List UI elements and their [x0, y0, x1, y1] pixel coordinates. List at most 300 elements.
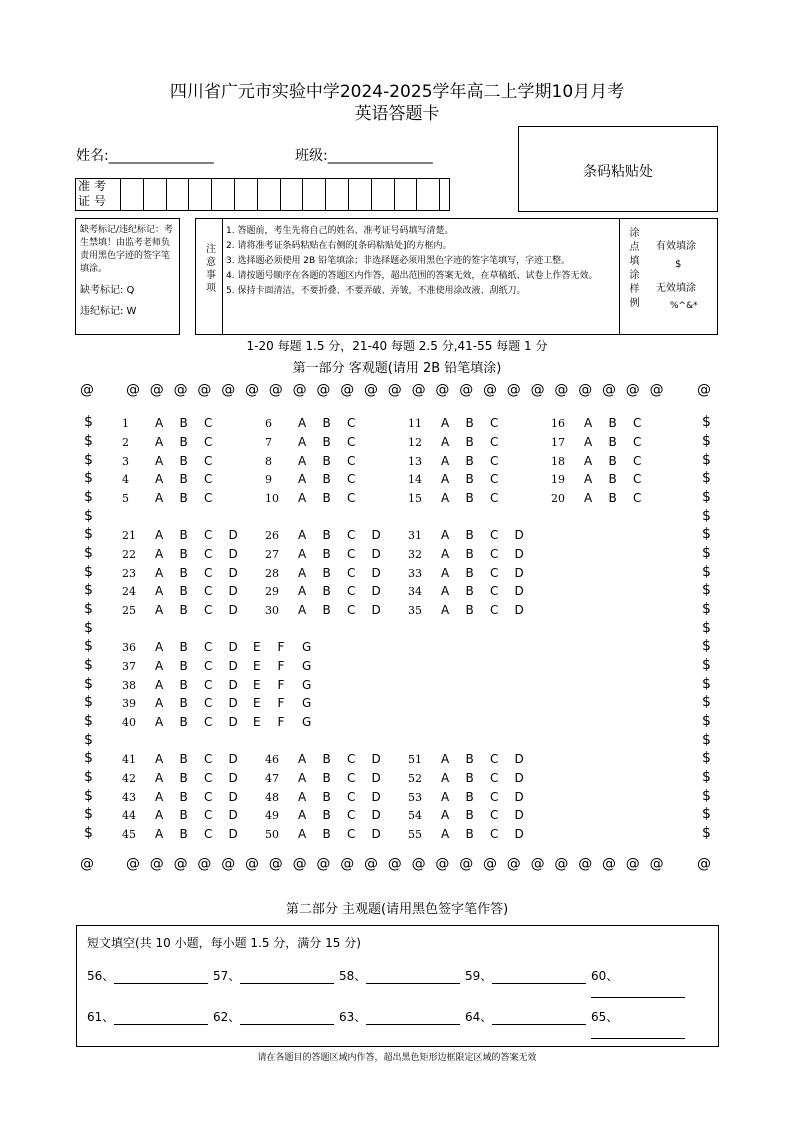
answer-option[interactable]: C [347, 434, 356, 449]
answer-option[interactable]: C [347, 528, 356, 542]
answer-option[interactable]: A [298, 603, 307, 618]
answer-option[interactable]: C [204, 808, 213, 823]
answer-option[interactable]: B [465, 546, 474, 561]
answer-option[interactable]: A [584, 453, 593, 468]
valid-fill-mark: $ [675, 259, 682, 270]
exam-number-cell[interactable] [394, 179, 418, 211]
answer-option[interactable]: B [465, 603, 474, 618]
answer-option[interactable]: D [514, 528, 524, 542]
exam-number-cell[interactable] [371, 179, 395, 211]
right-timing-mark: $ [702, 656, 711, 673]
answer-option[interactable]: D [228, 546, 238, 561]
answer-option[interactable]: B [608, 472, 617, 487]
answer-option[interactable]: B [179, 715, 188, 730]
answer-option[interactable]: F [277, 640, 285, 654]
answer-option[interactable]: C [490, 491, 499, 506]
answer-option[interactable]: E [253, 696, 261, 711]
answer-option[interactable]: B [465, 453, 474, 468]
class-field[interactable]: 班级:_______________ [295, 148, 433, 164]
blank-answer-line[interactable] [492, 1012, 586, 1025]
left-timing-mark: $ [84, 508, 93, 524]
question-number: 13 [408, 454, 422, 468]
answer-option[interactable]: B [322, 453, 331, 468]
answer-option[interactable]: B [465, 808, 474, 823]
answer-option[interactable]: B [179, 696, 188, 711]
top-timing-mark: @ [197, 382, 212, 398]
answer-option[interactable]: B [465, 827, 474, 842]
answer-option[interactable]: A [441, 491, 450, 506]
answer-option[interactable]: A [155, 546, 164, 561]
answer-option[interactable]: B [179, 827, 188, 842]
bottom-timing-mark: @ [411, 856, 426, 872]
answer-option[interactable]: D [371, 565, 381, 580]
answer-option[interactable]: A [298, 789, 307, 804]
answer-option[interactable]: C [347, 603, 356, 618]
answer-option[interactable]: B [608, 434, 617, 449]
left-timing-mark: $ [84, 544, 93, 561]
answer-option[interactable]: C [633, 416, 642, 430]
blank-answer-line[interactable] [591, 1026, 685, 1039]
answer-option[interactable]: B [322, 416, 331, 430]
answer-option[interactable]: C [204, 434, 213, 449]
question-number: 35 [408, 604, 422, 618]
left-timing-mark: $ [84, 787, 93, 804]
answer-option[interactable]: G [302, 677, 312, 692]
top-timing-mark: @ [316, 382, 331, 398]
answer-option[interactable]: C [490, 827, 499, 842]
answer-option[interactable]: C [490, 416, 499, 430]
note-item: 4. 请按题号顺序在各题的答题区内作答，超出范围的答案无效，在草稿纸、试卷上作答无效。 [226, 271, 598, 281]
blank-answer-line[interactable] [366, 1012, 460, 1025]
answer-option[interactable]: D [228, 789, 238, 804]
answer-option[interactable]: C [490, 752, 499, 766]
answer-option[interactable]: B [465, 770, 474, 785]
answer-option[interactable]: C [347, 472, 356, 487]
answer-option[interactable]: A [298, 565, 307, 580]
answer-option[interactable]: A [298, 416, 307, 430]
exam-number-cell[interactable] [120, 179, 144, 211]
answer-option[interactable]: A [155, 453, 164, 468]
top-timing-mark: @ [554, 382, 569, 398]
answer-option[interactable]: B [179, 453, 188, 468]
answer-option[interactable]: A [155, 565, 164, 580]
answer-option[interactable]: C [204, 603, 213, 618]
answer-option[interactable]: C [490, 546, 499, 561]
blank-answer-line[interactable] [240, 971, 334, 984]
answer-option[interactable]: B [179, 416, 188, 430]
answer-option[interactable]: A [298, 827, 307, 842]
answer-option[interactable]: B [179, 546, 188, 561]
blank-answer-line[interactable] [114, 1012, 208, 1025]
answer-option[interactable]: A [441, 472, 450, 487]
answer-option[interactable]: A [155, 752, 164, 766]
left-timing-mark: $ [84, 470, 93, 487]
answer-option[interactable]: D [371, 546, 381, 561]
answer-option[interactable]: A [155, 715, 164, 730]
left-timing-mark: $ [84, 432, 93, 449]
answer-option[interactable]: A [155, 696, 164, 711]
answer-option[interactable]: C [204, 528, 213, 542]
answer-option[interactable]: B [179, 658, 188, 673]
answer-option[interactable]: D [228, 640, 238, 654]
answer-option[interactable]: B [179, 603, 188, 618]
question-number: 15 [408, 492, 422, 506]
answer-option[interactable]: C [490, 603, 499, 618]
answer-option[interactable]: D [228, 808, 238, 823]
answer-option[interactable]: D [371, 528, 381, 542]
answer-option[interactable]: E [253, 640, 261, 654]
answer-option[interactable]: A [155, 434, 164, 449]
exam-number-grid[interactable] [75, 178, 450, 211]
answer-option[interactable]: C [633, 434, 642, 449]
answer-option[interactable]: B [322, 584, 331, 599]
answer-option[interactable]: B [465, 416, 474, 430]
blank-item [87, 1008, 208, 1025]
answer-option[interactable]: F [277, 677, 285, 692]
top-timing-mark: @ [506, 382, 521, 398]
right-timing-mark: $ [702, 414, 711, 430]
answer-option[interactable]: A [441, 434, 450, 449]
answer-option[interactable]: B [322, 770, 331, 785]
answer-option[interactable]: A [584, 416, 593, 430]
answer-option[interactable]: D [514, 565, 524, 580]
answer-option[interactable]: A [298, 453, 307, 468]
answer-option[interactable]: A [298, 584, 307, 599]
exam-number-cell[interactable] [325, 179, 349, 211]
answer-option[interactable]: B [179, 677, 188, 692]
answer-option[interactable]: A [441, 789, 450, 804]
answer-option[interactable]: B [465, 472, 474, 487]
answer-option[interactable]: C [204, 640, 213, 654]
answer-option[interactable]: B [179, 808, 188, 823]
exam-number-cell[interactable] [439, 179, 463, 211]
answer-option[interactable]: A [441, 770, 450, 785]
answer-option[interactable]: B [465, 789, 474, 804]
answer-option[interactable]: A [155, 640, 164, 654]
answer-option[interactable]: B [322, 434, 331, 449]
answer-option[interactable]: A [441, 453, 450, 468]
blank-answer-line[interactable] [240, 1012, 334, 1025]
answer-option[interactable]: B [322, 808, 331, 823]
answer-option[interactable]: D [228, 677, 238, 692]
blank-number: 57、 [213, 969, 241, 983]
left-timing-mark: $ [84, 526, 93, 542]
exam-number-cell[interactable] [416, 179, 440, 211]
answer-option[interactable]: C [204, 789, 213, 804]
answer-option[interactable]: D [228, 658, 238, 673]
bottom-timing-mark: @ [268, 856, 283, 872]
answer-option[interactable]: C [204, 453, 213, 468]
absent-mark-box [75, 218, 180, 335]
answer-option[interactable]: B [465, 434, 474, 449]
left-timing-mark: $ [84, 675, 93, 692]
question-number: 42 [122, 771, 136, 785]
answer-option[interactable]: B [608, 416, 617, 430]
answer-option[interactable]: G [302, 640, 312, 654]
page-title-line1: 四川省广元市实验中学2024-2025学年高二上学期10月月考 [169, 82, 625, 102]
answer-option[interactable]: A [298, 434, 307, 449]
answer-option[interactable]: D [228, 528, 238, 542]
question-number: 47 [265, 771, 279, 785]
answer-option[interactable]: A [584, 434, 593, 449]
answer-option[interactable]: C [347, 584, 356, 599]
answer-option[interactable]: A [155, 677, 164, 692]
exam-number-cell[interactable] [280, 179, 304, 211]
answer-option[interactable]: A [441, 565, 450, 580]
answer-option[interactable]: C [490, 528, 499, 542]
bottom-timing-mark: @ [649, 856, 664, 872]
top-timing-mark: @ [649, 382, 664, 398]
fill-blank-box [76, 925, 719, 1047]
answer-option[interactable]: A [155, 808, 164, 823]
left-timing-mark: $ [84, 582, 93, 599]
answer-option[interactable]: B [465, 584, 474, 599]
answer-option[interactable]: C [204, 770, 213, 785]
answer-option[interactable]: D [514, 808, 524, 823]
answer-option[interactable]: B [322, 528, 331, 542]
name-field[interactable]: 姓名:_______________ [76, 148, 214, 164]
exam-number-cell[interactable] [143, 179, 167, 211]
answer-option[interactable]: B [465, 565, 474, 580]
answer-option[interactable]: B [179, 770, 188, 785]
answer-option[interactable]: C [204, 491, 213, 506]
answer-option[interactable]: D [514, 789, 524, 804]
answer-option[interactable]: A [441, 584, 450, 599]
answer-option[interactable]: C [633, 472, 642, 487]
bottom-timing-mark: @ [578, 856, 593, 872]
answer-option[interactable]: D [514, 603, 524, 618]
blank-answer-line[interactable] [492, 971, 586, 984]
answer-option[interactable]: C [490, 453, 499, 468]
answer-option[interactable]: G [302, 715, 312, 730]
exam-number-cell[interactable] [348, 179, 372, 211]
bottom-timing-mark: @ [602, 856, 616, 872]
answer-option[interactable]: C [633, 453, 642, 468]
answer-option[interactable]: B [322, 752, 331, 766]
answer-option[interactable]: A [298, 528, 307, 542]
question-number: 16 [551, 417, 565, 430]
answer-option[interactable]: B [179, 640, 188, 654]
answer-option[interactable]: A [441, 808, 450, 823]
answer-option[interactable]: D [228, 770, 238, 785]
answer-option[interactable]: C [490, 789, 499, 804]
exam-number-cell[interactable] [188, 179, 212, 211]
answer-option[interactable]: C [633, 491, 642, 506]
answer-option[interactable]: A [155, 789, 164, 804]
answer-option[interactable]: B [179, 528, 188, 542]
answer-option[interactable]: B [322, 603, 331, 618]
answer-option[interactable]: D [371, 752, 381, 766]
answer-option[interactable]: C [204, 472, 213, 487]
answer-option[interactable]: A [155, 416, 164, 430]
answer-option[interactable]: C [490, 770, 499, 785]
answer-option[interactable]: B [322, 472, 331, 487]
top-timing-mark: @ [80, 382, 94, 398]
answer-option[interactable]: A [155, 770, 164, 785]
answer-option[interactable]: C [204, 752, 213, 766]
blank-answer-line[interactable] [366, 971, 460, 984]
top-timing-mark: @ [578, 382, 593, 398]
answer-option[interactable]: A [441, 827, 450, 842]
answer-option[interactable]: B [322, 827, 331, 842]
answer-option[interactable]: D [371, 827, 381, 842]
answer-option[interactable]: D [371, 808, 381, 823]
answer-option[interactable]: A [584, 472, 593, 487]
answer-option[interactable]: C [347, 416, 356, 430]
answer-option[interactable]: C [490, 565, 499, 580]
question-number: 45 [122, 828, 136, 842]
top-timing-mark: @ [602, 382, 616, 398]
answer-option[interactable]: D [228, 584, 238, 599]
question-number: 39 [122, 697, 136, 711]
answer-option[interactable]: B [179, 789, 188, 804]
answer-option[interactable]: C [347, 827, 356, 842]
answer-option[interactable]: A [298, 472, 307, 487]
answer-option[interactable]: F [277, 715, 285, 730]
exam-number-cell[interactable] [166, 179, 190, 211]
right-timing-mark: $ [702, 750, 711, 766]
answer-option[interactable]: D [228, 696, 238, 711]
question-number: 5 [122, 492, 129, 506]
blank-answer-line[interactable] [114, 971, 208, 984]
answer-option[interactable]: A [441, 546, 450, 561]
answer-option[interactable]: C [347, 770, 356, 785]
answer-option[interactable]: D [371, 770, 381, 785]
footer-note: 请在各题目的答题区域内作答，超出黑色矩形边框限定区域的答案无效 [257, 1053, 537, 1063]
answer-option[interactable]: F [277, 658, 285, 673]
answer-option[interactable]: G [302, 658, 312, 673]
answer-option[interactable]: A [155, 472, 164, 487]
answer-option[interactable]: C [204, 677, 213, 692]
blank-answer-line[interactable] [591, 985, 685, 998]
question-number: 34 [408, 585, 422, 599]
answer-option[interactable]: A [298, 491, 307, 506]
answer-option[interactable]: C [347, 565, 356, 580]
answer-option[interactable]: B [179, 584, 188, 599]
exam-number-cell[interactable] [211, 179, 235, 211]
answer-option[interactable]: B [179, 434, 188, 449]
answer-option[interactable]: A [155, 584, 164, 599]
answer-option[interactable]: C [204, 584, 213, 599]
answer-option[interactable]: B [465, 528, 474, 542]
right-timing-mark: $ [702, 694, 711, 711]
exam-number-cell[interactable] [257, 179, 281, 211]
answer-option[interactable]: C [347, 752, 356, 766]
answer-option[interactable]: C [204, 546, 213, 561]
answer-option[interactable]: A [298, 752, 307, 766]
blank-number: 58、 [339, 969, 367, 983]
answer-option[interactable]: A [155, 658, 164, 673]
answer-option[interactable]: A [441, 603, 450, 618]
answer-option[interactable]: C [204, 696, 213, 711]
answer-option[interactable]: D [371, 789, 381, 804]
answer-option[interactable]: B [465, 491, 474, 506]
left-timing-mark: $ [84, 563, 93, 580]
answer-option[interactable]: C [490, 472, 499, 487]
answer-option[interactable]: C [204, 827, 213, 842]
answer-option[interactable]: A [155, 603, 164, 618]
answer-option[interactable]: C [490, 808, 499, 823]
right-timing-mark: $ [702, 638, 711, 654]
answer-option[interactable]: C [204, 416, 213, 430]
answer-option[interactable]: A [298, 808, 307, 823]
answer-option[interactable]: D [514, 752, 524, 766]
answer-option[interactable]: A [155, 528, 164, 542]
bottom-timing-mark: @ [387, 856, 402, 872]
exam-number-cell[interactable] [302, 179, 326, 211]
answer-option[interactable]: B [179, 565, 188, 580]
blank-number: 63、 [339, 1010, 367, 1024]
answer-option[interactable]: D [371, 584, 381, 599]
answer-option[interactable]: F [277, 696, 285, 711]
answer-option[interactable]: D [371, 603, 381, 618]
answer-option[interactable]: D [228, 827, 238, 842]
question-number: 55 [408, 828, 422, 842]
answer-option[interactable]: B [608, 453, 617, 468]
answer-option[interactable]: C [204, 715, 213, 730]
answer-option[interactable]: B [465, 752, 474, 766]
answer-option[interactable]: D [514, 546, 524, 561]
exam-number-cell[interactable] [234, 179, 258, 211]
answer-option[interactable]: C [347, 789, 356, 804]
top-timing-mark: @ [483, 382, 497, 398]
answer-option[interactable]: B [608, 491, 617, 506]
bottom-timing-mark: @ [530, 856, 545, 872]
answer-option[interactable]: C [490, 434, 499, 449]
answer-option[interactable]: A [441, 528, 450, 542]
answer-option[interactable]: C [347, 808, 356, 823]
question-number: 17 [551, 435, 565, 449]
answer-option[interactable]: A [155, 491, 164, 506]
answer-option[interactable]: C [347, 453, 356, 468]
answer-option[interactable]: B [179, 491, 188, 506]
answer-option[interactable]: D [228, 603, 238, 618]
answer-option[interactable]: E [253, 658, 261, 673]
answer-option[interactable]: D [514, 827, 524, 842]
answer-option[interactable]: D [514, 584, 524, 599]
sample-label: 涂点填涂样例 [627, 227, 638, 311]
answer-option[interactable]: B [322, 565, 331, 580]
answer-option[interactable]: A [584, 491, 593, 506]
answer-option[interactable]: B [179, 752, 188, 766]
answer-option[interactable]: A [298, 770, 307, 785]
answer-option[interactable]: B [322, 546, 331, 561]
violation-mark[interactable]: 违纪标记: W [80, 306, 137, 317]
answer-option[interactable]: C [204, 658, 213, 673]
answer-option[interactable]: D [228, 752, 238, 766]
absent-mark[interactable]: 缺考标记: Q [80, 285, 135, 296]
question-number: 8 [265, 454, 272, 468]
bottom-timing-mark: @ [221, 856, 236, 872]
answer-option[interactable]: B [322, 789, 331, 804]
answer-option[interactable]: B [322, 491, 331, 506]
answer-option[interactable]: A [298, 546, 307, 561]
answer-option[interactable]: C [204, 565, 213, 580]
answer-option[interactable]: G [302, 696, 312, 711]
answer-option[interactable]: E [253, 715, 261, 730]
answer-option[interactable]: D [228, 715, 238, 730]
answer-option[interactable]: A [441, 752, 450, 766]
answer-option[interactable]: B [179, 472, 188, 487]
answer-option[interactable]: A [441, 416, 450, 430]
answer-option[interactable]: D [228, 565, 238, 580]
answer-option[interactable]: C [347, 546, 356, 561]
answer-option[interactable]: D [514, 770, 524, 785]
answer-option[interactable]: C [490, 584, 499, 599]
answer-option[interactable]: A [155, 827, 164, 842]
answer-option[interactable]: C [347, 491, 356, 506]
answer-option[interactable]: E [253, 677, 261, 692]
